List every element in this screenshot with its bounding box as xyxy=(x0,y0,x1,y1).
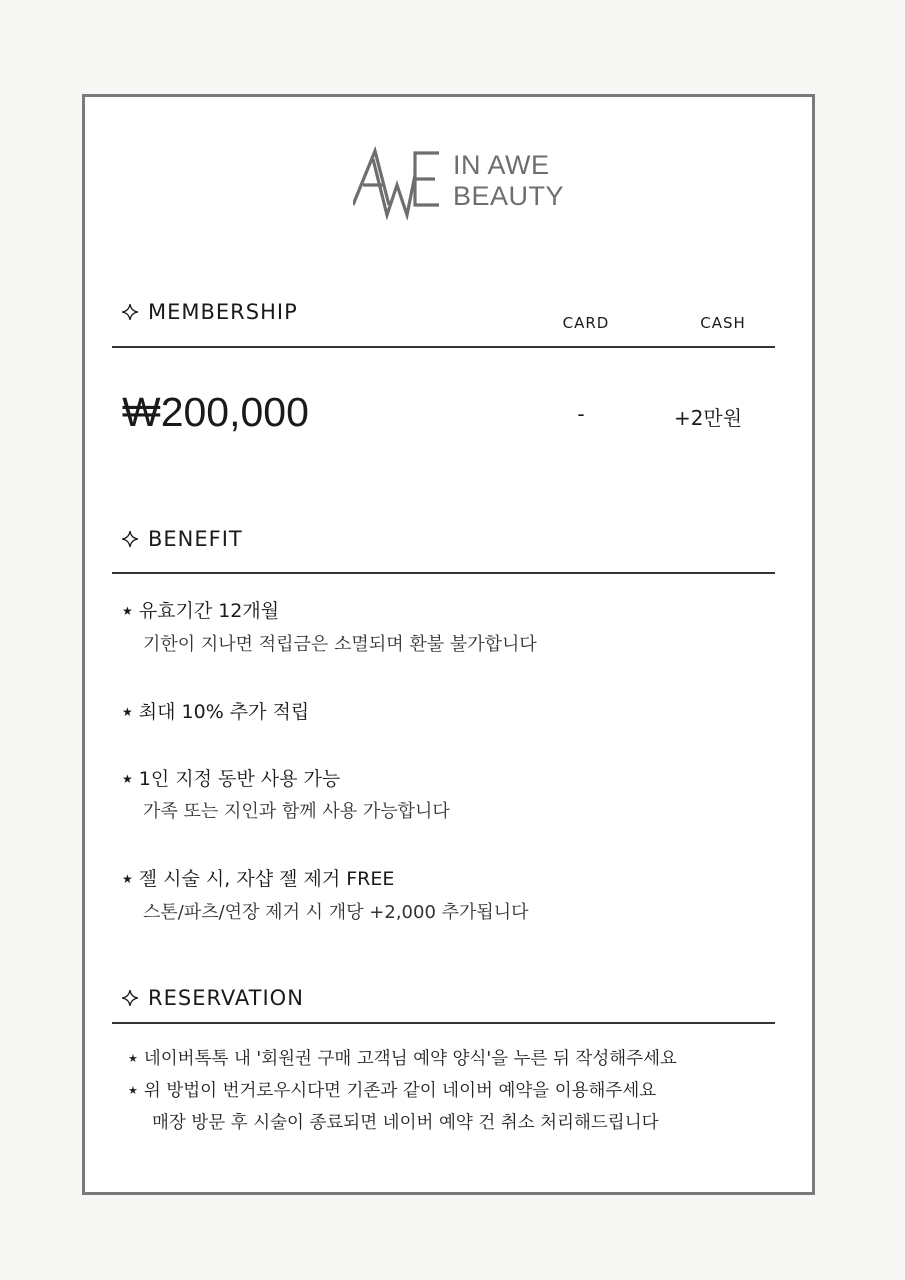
benefit-item-desc: 기한이 지나면 적립금은 소멸되며 환불 불가합니다 xyxy=(143,634,537,655)
reservation-line: 매장 방문 후 시술이 종료되면 네이버 예약 건 취소 처리해드립니다 xyxy=(152,1113,659,1133)
benefit-item-title: ★ 최대 10% 추가 적립 xyxy=(122,701,310,723)
benefit-item-title: ★ 유효기간 12개월 xyxy=(122,600,280,622)
brand-name-line1: IN AWE xyxy=(453,150,550,180)
brand-name xyxy=(453,150,564,212)
star-bullet-icon: ★ xyxy=(122,772,133,786)
reservation-divider xyxy=(112,1022,775,1024)
benefit-divider xyxy=(112,572,775,574)
col-card-header: CARD xyxy=(562,314,610,332)
star-bullet-icon: ★ xyxy=(122,872,133,886)
reservation-title-label: RESERVATION xyxy=(148,986,304,1010)
membership-divider xyxy=(112,346,775,348)
sparkle-icon xyxy=(122,531,138,547)
sparkle-icon xyxy=(122,304,138,320)
benefit-item-title: ★ 젤 시술 시, 자샵 젤 제거 FREE xyxy=(122,868,395,890)
star-bullet-icon: ★ xyxy=(122,604,133,618)
benefit-item-title: ★ 1인 지정 동반 사용 가능 xyxy=(122,768,341,790)
star-bullet-icon: ★ xyxy=(122,705,133,719)
card-value: - xyxy=(577,402,585,426)
reservation-title xyxy=(122,986,304,1010)
membership-card xyxy=(82,94,815,1195)
brand-name-line2: BEAUTY xyxy=(453,181,565,211)
benefit-item-desc: 스톤/파츠/연장 제거 시 개당 +2,000 추가됩니다 xyxy=(143,902,529,923)
benefit-title-label: BENEFIT xyxy=(148,527,243,551)
reservation-line: ★ 위 방법이 번거로우시다면 기존과 같이 네이버 예약을 이용해주세요 xyxy=(128,1081,657,1101)
sparkle-icon xyxy=(122,990,138,1006)
star-bullet-icon: ★ xyxy=(128,1084,138,1097)
cash-value: +2만원 xyxy=(673,406,743,430)
benefit-item-desc: 가족 또는 지인과 함께 사용 가능합니다 xyxy=(143,801,450,822)
membership-price: ₩200,000 xyxy=(122,389,309,435)
membership-title-label: MEMBERSHIP xyxy=(148,300,298,324)
star-bullet-icon: ★ xyxy=(128,1052,138,1065)
benefit-title xyxy=(122,527,243,551)
membership-title xyxy=(122,300,298,324)
col-cash-header: CASH xyxy=(700,314,746,332)
reservation-line: ★ 네이버톡톡 내 '회원권 구매 고객님 예약 양식'을 누른 뒤 작성해주세요 xyxy=(128,1049,677,1069)
